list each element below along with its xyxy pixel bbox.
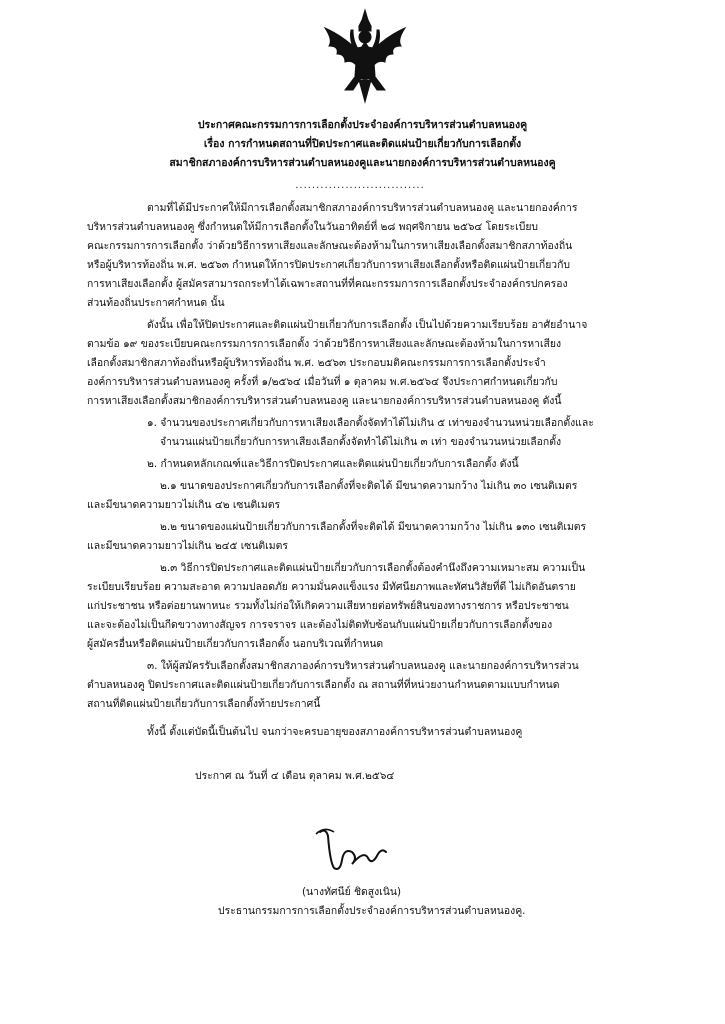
signer-name: (นางทัศนีย์ ชิดสูงเนิน) <box>302 886 402 898</box>
para1-line: การหาเสียงเลือกตั้ง ผู้สมัครสามารถกระทำได้เฉพาะสถานที่ที่คณะกรรมการการเลือกตั้งประจำองค์กรปกครอง <box>87 278 568 290</box>
item21-line: และมีขนาดความยาวไม่เกิน ๔๒ เซนติเมตร <box>87 499 281 511</box>
item3-line: ๓. ให้ผู้สมัครรับเลือกตั้งสมาชิกสภาองค์การบริหารส่วนตำบลหนองคู และนายกองค์การบริหารส่วน <box>147 660 579 672</box>
item23-line: ๒.๓ วิธีการปิดประกาศและติดแผ่นป้ายเกี่ยวกับการเลือกตั้งต้องคำนึงถึงความเหมาะสม ความเป็น <box>160 562 586 574</box>
para1-line: หรือผู้บริหารท้องถิ่น พ.ศ. ๒๕๖๓ กำหนดให้การปิดประกาศเกี่ยวกับการหาเสียงเลือกตั้งหรือติดแผ่นป้ายเกี่ยวกับ <box>87 259 571 271</box>
title-line-1: ประกาศคณะกรรมการการเลือกตั้งประจำองค์การบริหารส่วนตำบลหนองคู <box>197 119 528 131</box>
title-separator: ............................... <box>295 180 425 191</box>
item23-line: ระเบียบเรียบร้อย ความสะอาด ความปลอดภัย ความมั่นคงแข็งแรง มีทัศนียภาพและทัศนวิสัยที่ดี ไม่เกิดอันตราย <box>87 581 576 593</box>
item3-line: ตำบลหนองคู ปิดประกาศและติดแผ่นป้ายเกี่ยวกับการเลือกตั้ง ณ สถานที่ที่หน่วยงานกำหนดตามแบบกำหนด <box>87 679 560 691</box>
item2-line: ๒. กำหนดหลักเกณฑ์และวิธีการปิดประกาศและติดแผ่นป้ายเกี่ยวกับการเลือกตั้ง ดังนี้ <box>147 458 519 470</box>
date-line: ประกาศ ณ วันที่ ๔ เดือน ตุลาคม พ.ศ.๒๕๖๔ <box>195 770 395 782</box>
para2-line: การหาเสียงเลือกตั้งสมาชิกองค์การบริหารส่วนตำบลหนองคู และนายกองค์การบริหารส่วนตำบลหนองคู ดังนี้ <box>87 395 562 407</box>
item3-line: สถานที่ติดแผ่นป้ายเกี่ยวกับการเลือกตั้งท้ายประกาศนี้ <box>87 698 321 710</box>
item23-line: แก่ประชาชน หรือต่อยานพาหนะ รวมทั้งไม่ก่อให้เกิดความเสียหายต่อทรัพย์สินของทางราชการ หรือประชาชน <box>87 600 569 612</box>
para1-line: ตามที่ได้มีประกาศให้มีการเลือกตั้งสมาชิกสภาองค์การบริหารส่วนตำบลหนองคู และนายกองค์การ <box>147 202 578 214</box>
title-line-2: เรื่อง การกำหนดสถานที่ปิดประกาศและติดแผ่นป้ายเกี่ยวกับการเลือกตั้ง <box>203 138 522 150</box>
para2-line: ดังนั้น เพื่อให้ปิดประกาศและติดแผ่นป้ายเกี่ยวกับการเลือกตั้ง เป็นไปด้วยความเรียบร้อย อาศัยอำนาจ <box>147 319 588 331</box>
item1-line: จำนวนแผ่นป้ายเกี่ยวกับการหาเสียงเลือกตั้งจัดทำได้ไม่เกิน ๓ เท่า ของจำนวนหน่วยเลือกตั้ง <box>160 436 562 448</box>
para2-line: เลือกตั้งสมาชิกสภาท้องถิ่นหรือผู้บริหารท้องถิ่น พ.ศ. ๒๕๖๓ ประกอบมติคณะกรรมการการเลือกตั้งประจำ <box>87 357 546 369</box>
handwritten-signature <box>312 822 392 878</box>
para1-line: ส่วนท้องถิ่นประกาศกำหนด นั้น <box>87 297 225 309</box>
garuda-emblem-icon <box>315 6 415 106</box>
item22-line: ๒.๒ ขนาดของแผ่นป้ายเกี่ยวกับการเลือกตั้งที่จะติดได้ มีขนาดความกว้าง ไม่เกิน ๑๓๐ เซนติเมตร <box>160 521 587 533</box>
title-line-3: สมาชิกสภาองค์การบริหารส่วนตำบลหนองคูและนายกองค์การบริหารส่วนตำบลหนองคู <box>169 157 556 169</box>
closing-line: ทั้งนี้ ตั้งแต่บัดนี้เป็นต้นไป จนกว่าจะครบอายุของสภาองค์การบริหารส่วนตำบลหนองคู <box>147 726 523 738</box>
item21-line: ๒.๑ ขนาดของประกาศเกี่ยวกับการเลือกตั้งที่จะติดได้ มีขนาดความกว้าง ไม่เกิน ๓๐ เซนติเมตร <box>160 480 578 492</box>
item22-line: และมีขนาดความยาวไม่เกิน ๒๔๕ เซนติเมตร <box>87 540 288 552</box>
para2-line: ตามข้อ ๑๙ ของระเบียบคณะกรรมการการเลือกตั้ง ว่าด้วยวิธีการหาเสียงและลักษณะต้องห้ามในการหาเสียง <box>87 338 562 350</box>
item23-line: และจะต้องไม่เป็นกีดขวางทางสัญจร การจราจร และต้องไม่ติดทับซ้อนกับแผ่นป้ายเกี่ยวกับการเลือกตั้งของ <box>87 619 553 631</box>
item1-line: ๑. จำนวนของประกาศเกี่ยวกับการหาเสียงเลือกตั้งจัดทำได้ไม่เกิน ๕ เท่าของจำนวนหน่วยเลือกตั้งและ <box>147 417 594 429</box>
item23-line: ผู้สมัครอื่นหรือติดแผ่นป้ายเกี่ยวกับการเลือกตั้ง นอกบริเวณที่กำหนด <box>87 638 384 650</box>
para2-line: องค์การบริหารส่วนตำบลหนองคู ครั้งที่ ๑/๒๕๖๔ เมื่อวันที่ ๑ ตุลาคม พ.ศ.๒๕๖๔ จึงประกาศกำหนดเกี่ยวกับ <box>87 376 558 388</box>
para1-line: บริหารส่วนตำบลหนองคู ซึ่งกำหนดให้มีการเลือกตั้งในวันอาทิตย์ที่ ๒๘ พฤศจิกายน ๒๕๖๔ โดยระเบียบ <box>87 221 539 233</box>
signer-title: ประธานกรรมการการเลือกตั้งประจำองค์การบริหารส่วนตำบลหนองคู. <box>218 905 526 917</box>
para1-line: คณะกรรมการการเลือกตั้ง ว่าด้วยวิธีการหาเสียงและลักษณะต้องห้ามในการหาเสียงเลือกตั้งสมาชิกสภาท้องถิ่น <box>87 240 573 252</box>
